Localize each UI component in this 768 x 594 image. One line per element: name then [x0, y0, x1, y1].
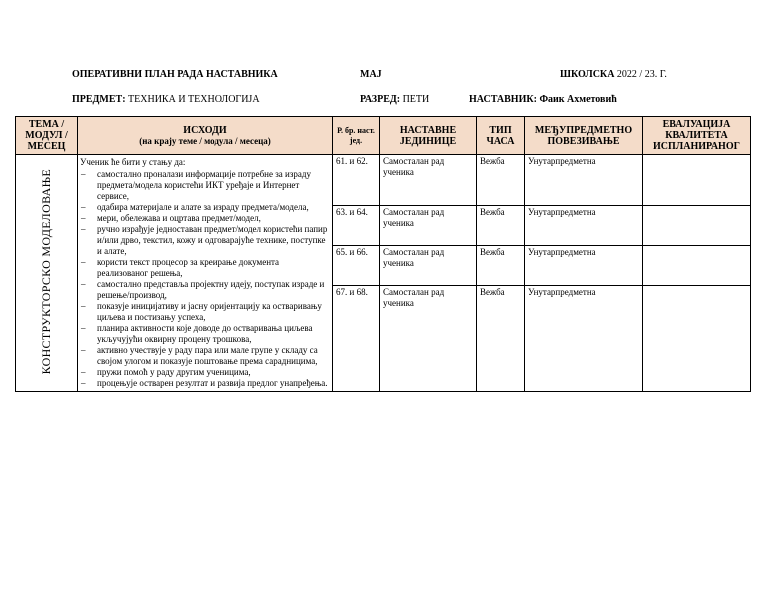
evaluation	[643, 155, 751, 206]
col-outcomes-sub: (на крају теме / модула / месеца)	[139, 135, 271, 146]
plan-title: ОПЕРАТИВНИ ПЛАН РАДА НАСТАВНИКА	[72, 69, 278, 80]
grade: РАЗРЕД: ПЕТИ	[360, 94, 430, 105]
lesson-no: 63. и 64.	[333, 206, 380, 246]
evaluation	[643, 246, 751, 286]
theme-text: КОНСТРУКТОРСКО МОДЕЛОВАЊЕ	[39, 168, 53, 375]
col-units: НАСТАВНЕ ЈЕДИНИЦЕ	[380, 117, 477, 155]
outcome-item: – користи текст процесор за креирање документа реализованог решења,	[80, 257, 330, 279]
outcome-item: – мери, обележава и оцртава предмет/модел,	[80, 213, 330, 224]
outcome-item: – одабира материјале и алате за израду предмета/модела,	[80, 202, 330, 213]
table-header-row	[16, 117, 751, 155]
school-year: ШКОЛСКА 2022 / 23. Г.	[560, 69, 667, 80]
outcomes-cell	[78, 155, 333, 392]
teacher: НАСТАВНИК: Фаик Ахметовић	[469, 94, 617, 105]
col-outcomes: ИСХОДИ (на крају теме / модула / месеца)	[78, 117, 333, 155]
outcome-item: – самостално представља пројектну идеју, поступак израде и решење/производ,	[80, 279, 330, 301]
outcomes-list	[80, 169, 330, 389]
evaluation	[643, 286, 751, 392]
unit-name: Самосталан рад ученика	[380, 206, 477, 246]
correlation: Унутарпредметна	[525, 246, 643, 286]
month: МАЈ	[360, 69, 382, 80]
outcome-item: – самостално проналази информације потребне за израду предмета/модела користећи ИКТ уређаје и Интернет сервисе,	[80, 169, 330, 202]
subject: ПРЕДМЕТ: ТЕХНИКА И ТЕХНОЛОГИЈА	[72, 94, 260, 105]
outcome-item: – процењује остварен резултат и развија предлог унапређења.	[80, 378, 330, 389]
outcome-item: – ручно израђује једноставан предмет/модел користећи папир и/или дрво, текстил, кожу и одговарајуће технике, поступке и алате,	[80, 224, 330, 257]
correlation: Унутарпредметна	[525, 206, 643, 246]
col-type: ТИП ЧАСА	[477, 117, 525, 155]
lesson-type: Вежба	[477, 246, 525, 286]
theme-cell	[16, 155, 78, 392]
lesson-type: Вежба	[477, 155, 525, 206]
col-correlation: МЕЂУПРЕДМЕТНО ПОВЕЗИВАЊЕ	[525, 117, 643, 155]
unit-name: Самосталан рад ученика	[380, 246, 477, 286]
unit-name: Самосталан рад ученика	[380, 155, 477, 206]
plan-table	[15, 116, 751, 392]
outcome-item: – пружи помоћ у раду другим ученицима,	[80, 367, 330, 378]
lesson-no: 61. и 62.	[333, 155, 380, 206]
col-theme: ТЕМА / МОДУЛ / МЕСЕЦ	[16, 117, 78, 155]
correlation: Унутарпредметна	[525, 286, 643, 392]
col-lesson-no: Р. бр. наст. јед.	[333, 117, 380, 155]
outcome-item: – планира активности које доводе до остваривања циљева укључујући оквирну процену трошкова,	[80, 323, 330, 345]
lesson-type: Вежба	[477, 206, 525, 246]
col-evaluation: ЕВАЛУАЦИЈА КВАЛИТЕТА ИСПЛАНИРАНОГ	[643, 117, 751, 155]
outcome-item: – показује иницијативу и јасну оријентацију ка остваривању циљева и постизању успеха,	[80, 301, 330, 323]
lesson-type: Вежба	[477, 286, 525, 392]
table-row	[16, 155, 751, 206]
lesson-no: 65. и 66.	[333, 246, 380, 286]
outcomes-intro: Ученик ће бити у стању да:	[80, 157, 186, 167]
evaluation	[643, 206, 751, 246]
unit-name: Самосталан рад ученика	[380, 286, 477, 392]
outcome-item: – активно учествује у раду пара или мале групе у складу са својом улогом и показује поштовање према сарадницима,	[80, 345, 330, 367]
correlation: Унутарпредметна	[525, 155, 643, 206]
lesson-no: 67. и 68.	[333, 286, 380, 392]
